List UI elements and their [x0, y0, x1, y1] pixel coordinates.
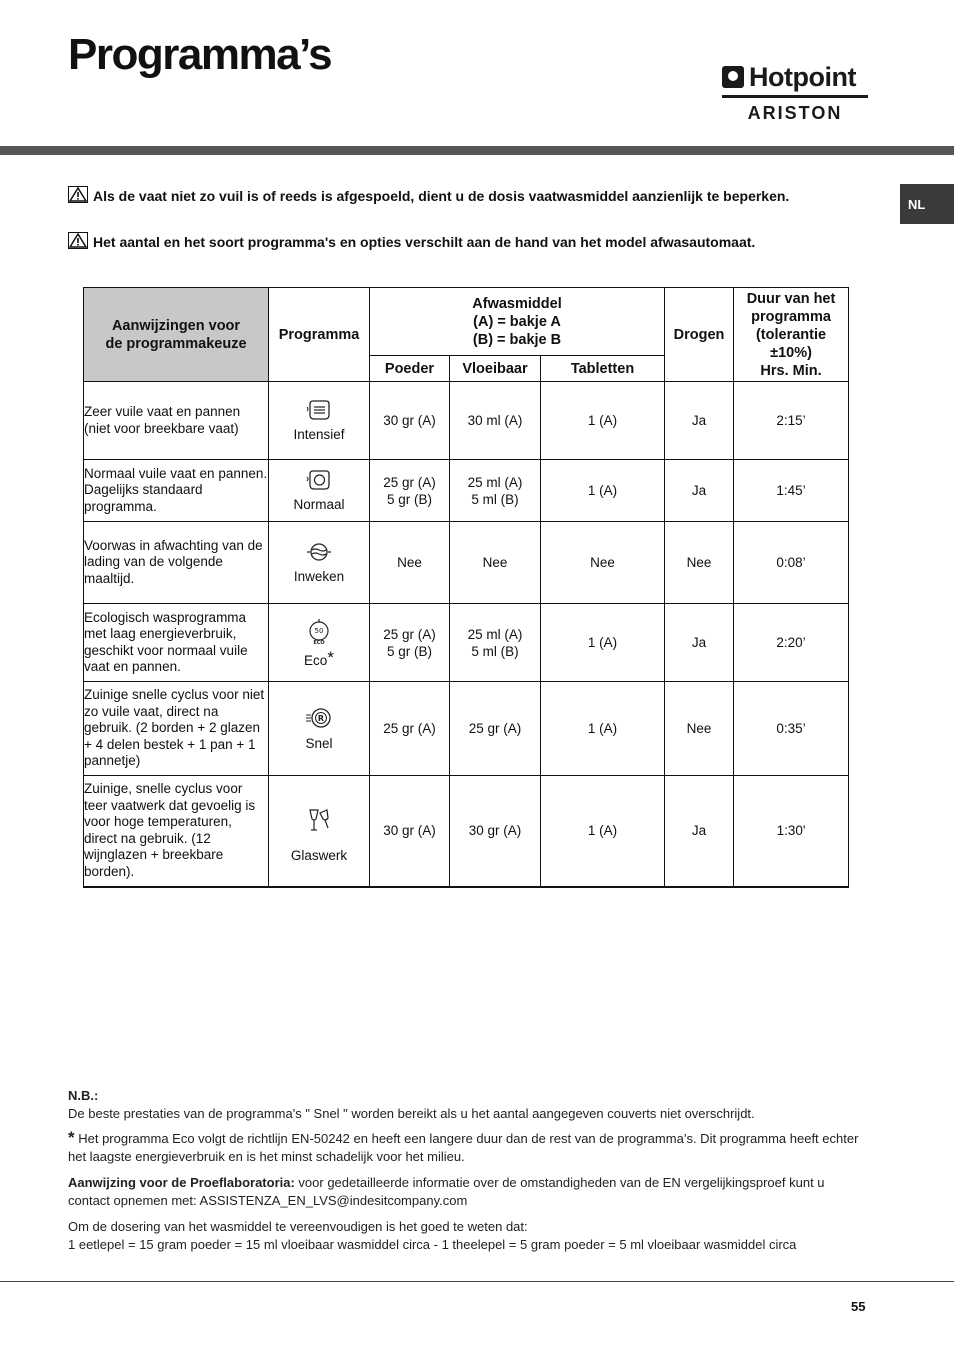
- header-poeder: Poeder: [370, 356, 450, 382]
- table-row: [84, 776, 849, 887]
- row-description: Voorwas in afwachting van de lading van de volgende maaltijd.: [84, 522, 269, 604]
- logo-brand: Hotpoint: [749, 61, 856, 92]
- poeder-cell: Nee: [370, 522, 450, 604]
- table-row: [84, 522, 849, 604]
- eco-program-icon: [306, 618, 332, 646]
- drogen-cell: Ja: [665, 776, 734, 887]
- vloeibaar-cell: Nee: [450, 522, 541, 604]
- nb-label: N.B.:: [68, 1088, 99, 1103]
- duur-cell: 2:20’: [734, 604, 849, 682]
- tabletten-cell: 1 (A): [541, 382, 665, 460]
- duur-cell: 0:35’: [734, 682, 849, 776]
- poeder-cell: 25 gr (A) 5 gr (B): [370, 604, 450, 682]
- svg-text:50: 50: [314, 626, 324, 635]
- logo-sub: ARISTON: [747, 103, 843, 123]
- program-cell: Intensief: [269, 382, 370, 460]
- vloeibaar-cell: 30 gr (A): [450, 776, 541, 887]
- duur-cell: 0:08’: [734, 522, 849, 604]
- poeder-cell: 25 gr (A): [370, 682, 450, 776]
- tabletten-cell: 1 (A): [541, 604, 665, 682]
- header-bar: [0, 146, 954, 155]
- row-description: Ecologisch wasprogramma met laag energieverbruik, geschikt voor normaal vuile vaat en pannen.: [84, 604, 269, 682]
- drogen-cell: Ja: [665, 604, 734, 682]
- warning-text-1: Als de vaat niet zo vuil is of reeds is afgespoeld, dient u de dosis vaatwasmiddel aanzienlijk te beperken.: [93, 188, 790, 204]
- logo-divider: [722, 95, 868, 98]
- warning-1: [68, 186, 846, 206]
- tabletten-cell: 1 (A): [541, 776, 665, 887]
- program-cell: 50 ECO Eco*: [269, 604, 370, 682]
- warning-text-2: Het aantal en het soort programma's en opties verschilt aan de hand van het model afwasautomaat.: [93, 234, 756, 250]
- table-row: [84, 682, 849, 776]
- header-duur: Duur van het programma (tolerantie ±10%) Hrs. Min.: [734, 288, 849, 382]
- nb-text: De beste prestaties van de programma's " Snel " worden bereikt als u het aantal aangegeven couverts niet overschrijdt.: [68, 1106, 755, 1121]
- glassware-program-icon: [306, 808, 332, 834]
- poeder-cell: 25 gr (A) 5 gr (B): [370, 460, 450, 522]
- vloeibaar-cell: 30 ml (A): [450, 382, 541, 460]
- warning-icon: [68, 232, 88, 249]
- drogen-cell: Ja: [665, 460, 734, 522]
- page-title: Programma’s: [68, 30, 332, 79]
- table-row: [84, 460, 849, 522]
- notes-section: [68, 1087, 868, 1254]
- normal-program-icon: [306, 469, 332, 491]
- program-cell: Inweken: [269, 522, 370, 604]
- program-cell: R Snel: [269, 682, 370, 776]
- dose-note-1: Om de dosering van het wasmiddel te vereenvoudigen is het goed te weten dat:: [68, 1219, 528, 1234]
- warning-icon: [68, 186, 88, 203]
- table-row: [84, 382, 849, 460]
- svg-text:ECO: ECO: [313, 639, 325, 646]
- duur-cell: 2:15’: [734, 382, 849, 460]
- eco-note: * Het programma Eco volgt de richtlijn EN-50242 en heeft een langere duur dan de rest van de programma’s. Dit programma heeft echter het laagste energieverbruik en is het minst schadelijk voor het milieu.: [68, 1128, 859, 1164]
- drogen-cell: Ja: [665, 382, 734, 460]
- tabletten-cell: 1 (A): [541, 682, 665, 776]
- duur-cell: 1:45’: [734, 460, 849, 522]
- row-description: Zeer vuile vaat en pannen (niet voor breekbare vaat): [84, 382, 269, 460]
- row-description: Normaal vuile vaat en pannen. Dagelijks standaard programma.: [84, 460, 269, 522]
- vloeibaar-cell: 25 gr (A): [450, 682, 541, 776]
- program-cell: Normaal: [269, 460, 370, 522]
- page-number: 55: [851, 1299, 866, 1314]
- hotpoint-ariston-logo: [722, 62, 868, 124]
- row-description: Zuinige snelle cyclus voor niet zo vuile vaat, direct na gebruik. (2 borden + 2 glazen + 4 delen bestek + 1 pan + 1 pannetje): [84, 682, 269, 776]
- tabletten-cell: Nee: [541, 522, 665, 604]
- hotpoint-logo-icon: [722, 66, 744, 88]
- drogen-cell: Nee: [665, 682, 734, 776]
- row-description: Zuinige, snelle cyclus voor teer vaatwerk dat gevoelig is voor hoge temperaturen, direct na gebruik. (12 wijnglazen + breekbare borden).: [84, 776, 269, 887]
- rapid-program-icon: [305, 706, 333, 730]
- program-cell: Glaswerk: [269, 776, 370, 887]
- lab-note: Aanwijzing voor de Proeflaboratoria: voor gedetailleerde informatie over de omstandigheden van de EN vergelijkingsproef kunt u contact opnemen met: ASSISTENZA_EN_LVS@indesitcompany.com: [68, 1175, 825, 1208]
- program-table: [83, 287, 849, 888]
- header-tabletten: Tabletten: [541, 356, 665, 382]
- footer-divider: [0, 1281, 954, 1282]
- intensive-program-icon: [306, 399, 332, 421]
- table-row: [84, 604, 849, 682]
- poeder-cell: 30 gr (A): [370, 776, 450, 887]
- soak-program-icon: [305, 541, 333, 563]
- vloeibaar-cell: 25 ml (A) 5 ml (B): [450, 460, 541, 522]
- poeder-cell: 30 gr (A): [370, 382, 450, 460]
- dose-note-2: 1 eetlepel = 15 gram poeder = 15 ml vloeibaar wasmiddel circa - 1 theelepel = 5 gram poeder = 5 ml vloeibaar wasmiddel circa: [68, 1237, 797, 1252]
- vloeibaar-cell: 25 ml (A) 5 ml (B): [450, 604, 541, 682]
- header-vloeibaar: Vloeibaar: [450, 356, 541, 382]
- header-afwasmiddel: Afwasmiddel (A) = bakje A (B) = bakje B: [370, 288, 665, 356]
- svg-text:R: R: [317, 714, 325, 723]
- duur-cell: 1:30': [734, 776, 849, 887]
- header-programma: Programma: [269, 288, 370, 382]
- tabletten-cell: 1 (A): [541, 460, 665, 522]
- header-drogen: Drogen: [665, 288, 734, 382]
- language-tab: NL: [900, 184, 954, 224]
- warning-2: [68, 232, 846, 252]
- drogen-cell: Nee: [665, 522, 734, 604]
- header-aanwijzingen: Aanwijzingen voor de programmakeuze: [84, 288, 269, 382]
